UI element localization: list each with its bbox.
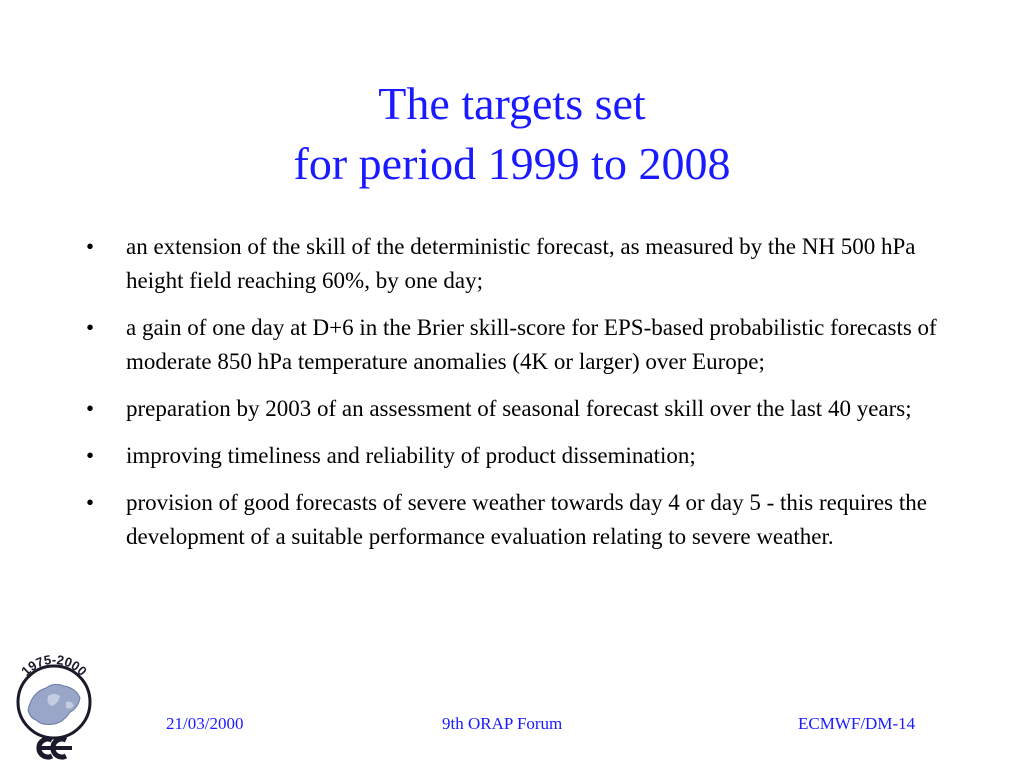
bullet-text: an extension of the skill of the deterministic forecast, as measured by the NH 500 hPa height field reaching 60%, by one day; xyxy=(126,234,916,293)
footer-reference: ECMWF/DM-14 xyxy=(798,714,916,733)
bullet-item xyxy=(86,230,946,298)
footer-date: 21/03/2000 xyxy=(166,714,244,733)
bullet-dot-icon: • xyxy=(86,443,95,468)
bullet-text: improving timeliness and reliability of product dissemination; xyxy=(126,443,696,468)
ecmwf-anniversary-logo-icon xyxy=(8,652,100,760)
slide-title xyxy=(0,74,1024,194)
bullet-text: provision of good forecasts of severe weather towards day 4 or day 5 - this requires the development of a suitable performance evaluation relating to severe weather. xyxy=(126,490,927,549)
bullet-dot-icon: • xyxy=(86,234,95,259)
bullet-item xyxy=(86,392,946,426)
logo-text: 1975-2000 xyxy=(18,652,90,679)
footer-event: 9th ORAP Forum xyxy=(442,714,563,733)
slide-title-line-2: for period 1999 to 2008 xyxy=(293,138,731,189)
bullet-text: preparation by 2003 of an assessment of seasonal forecast skill over the last 40 years; xyxy=(126,396,912,421)
bullet-item xyxy=(86,486,946,554)
bullet-item xyxy=(86,311,946,379)
slide-title-line-1: The targets set xyxy=(378,78,646,129)
bullet-list xyxy=(86,230,946,567)
bullet-item xyxy=(86,439,946,473)
bullet-dot-icon: • xyxy=(86,315,95,340)
bullet-text: a gain of one day at D+6 in the Brier skill-score for EPS-based probabilistic forecasts of moderate 850 hPa temperature anomalies (4K or larger) over Europe; xyxy=(126,315,937,374)
bullet-dot-icon: • xyxy=(86,396,95,421)
bullet-dot-icon: • xyxy=(86,490,95,515)
